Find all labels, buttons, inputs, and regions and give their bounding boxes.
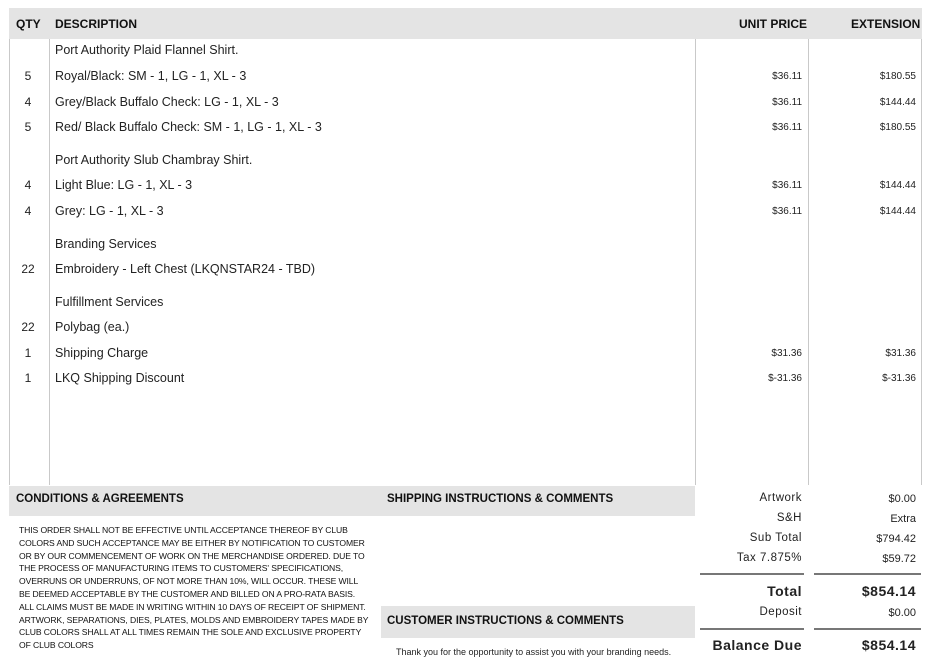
tax-label: Tax 7.875% bbox=[736, 552, 802, 564]
group-label: Fulfillment Services bbox=[55, 295, 164, 309]
qty-cell: 5 bbox=[24, 120, 32, 134]
description-cell: Polybag (ea.) bbox=[55, 320, 130, 334]
extension-cell: $180.55 bbox=[879, 122, 916, 133]
total-divider bbox=[814, 573, 921, 575]
balance-divider bbox=[700, 628, 804, 630]
table-row bbox=[0, 178, 929, 200]
qty-cell: 22 bbox=[21, 262, 35, 276]
extension-cell: $-31.36 bbox=[882, 373, 916, 384]
description-header: DESCRIPTION bbox=[55, 17, 138, 31]
extension-cell: $31.36 bbox=[885, 348, 916, 359]
tax-value: $59.72 bbox=[882, 553, 916, 565]
qty-cell: 5 bbox=[24, 69, 32, 83]
artwork-label: Artwork bbox=[759, 492, 802, 504]
extension-cell: $144.44 bbox=[879, 180, 916, 191]
description-cell: Shipping Charge bbox=[55, 346, 149, 360]
group-label: Port Authority Plaid Flannel Shirt. bbox=[55, 43, 239, 57]
deposit-value: $0.00 bbox=[888, 607, 916, 619]
conditions-text: THIS ORDER SHALL NOT BE EFFECTIVE UNTIL ACCEPTANCE THEREOF BY CLUB COLORS AND SUCH ACCEPTANCE MAY BE EITHER BY NOTIFICATION TO CUSTOMER OR BY OUR COMMENCEMENT OF WORK ON THE MERCHANDISE ORDERED. DUE TO THE PROCESS OF MANUFACTURING ITEMS TO CUSTOMERS' SPECIFICATIONS, OVERRUNS OR UNDERRUNS, OF NOT MORE THAN 10%, WILL OCCUR. THESE WILL BE DEEMED ACCEPTABLE BY THE CUSTOMER AND BILLED ON A PRO-RATA BASIS. ALL CLAIMS MUST BE MADE IN WRITING WITHIN 10 DAYS OF RECEIPT OF SHIPMENT. ARTWORK, SEPARATIONS, DIES, PLATES, MOLDS AND EMBROIDERY TAPES MADE BY CLUB COLORS SHALL AT ALL TIMES REMAIN THE SOLE AND EXCLUSIVE PROPERTY OF CLUB COLORS bbox=[19, 525, 369, 651]
unit-price-header: UNIT PRICE bbox=[739, 17, 808, 31]
table-row bbox=[0, 120, 929, 142]
artwork-value: $0.00 bbox=[888, 493, 916, 505]
balance-due-label: Balance Due bbox=[712, 637, 802, 653]
total-value: $854.14 bbox=[861, 583, 916, 599]
customer-title: CUSTOMER INSTRUCTIONS & COMMENTS bbox=[387, 615, 624, 627]
table-row bbox=[0, 43, 929, 65]
conditions-title: CONDITIONS & AGREEMENTS bbox=[16, 493, 184, 505]
table-row bbox=[0, 204, 929, 226]
unit-price-cell: $36.11 bbox=[772, 122, 802, 133]
extension-cell: $144.44 bbox=[879, 97, 916, 108]
qty-cell: 1 bbox=[24, 346, 32, 360]
unit-price-cell: $36.11 bbox=[772, 206, 802, 217]
unit-price-cell: $36.11 bbox=[772, 180, 802, 191]
customer-text: Thank you for the opportunity to assist you with your branding needs. bbox=[396, 647, 672, 657]
description-cell: LKQ Shipping Discount bbox=[55, 371, 185, 385]
unit-price-cell: $36.11 bbox=[772, 97, 802, 108]
description-cell: Embroidery - Left Chest (LKQNSTAR24 - TBD) bbox=[55, 262, 316, 276]
total-divider bbox=[700, 573, 804, 575]
balance-due-value: $854.14 bbox=[861, 637, 916, 653]
group-label: Branding Services bbox=[55, 237, 157, 251]
description-cell: Light Blue: LG - 1, XL - 3 bbox=[55, 178, 193, 192]
table-row bbox=[0, 262, 929, 284]
description-cell: Royal/Black: SM - 1, LG - 1, XL - 3 bbox=[55, 69, 247, 83]
extension-cell: $180.55 bbox=[879, 71, 916, 82]
qty-cell: 4 bbox=[24, 178, 32, 192]
extension-cell: $144.44 bbox=[879, 206, 916, 217]
table-row bbox=[0, 371, 929, 393]
table-row bbox=[0, 346, 929, 368]
balance-divider bbox=[814, 628, 921, 630]
table-row bbox=[0, 69, 929, 91]
table-row bbox=[0, 295, 929, 317]
extension-header: EXTENSION bbox=[851, 17, 921, 31]
subtotal-label: Sub Total bbox=[749, 532, 802, 544]
total-label: Total bbox=[767, 583, 802, 599]
sh-value: Extra bbox=[890, 513, 916, 525]
sh-label: S&H bbox=[776, 512, 802, 524]
table-row bbox=[0, 95, 929, 117]
group-label: Port Authority Slub Chambray Shirt. bbox=[55, 153, 253, 167]
description-cell: Red/ Black Buffalo Check: SM - 1, LG - 1, XL - 3 bbox=[55, 120, 322, 134]
description-cell: Grey: LG - 1, XL - 3 bbox=[55, 204, 164, 218]
qty-header: QTY bbox=[16, 17, 41, 31]
shipping-title: SHIPPING INSTRUCTIONS & COMMENTS bbox=[387, 493, 614, 505]
table-row bbox=[0, 320, 929, 342]
qty-cell: 1 bbox=[24, 371, 32, 385]
qty-cell: 4 bbox=[24, 95, 32, 109]
unit-price-cell: $36.11 bbox=[772, 71, 802, 82]
table-row bbox=[0, 237, 929, 259]
table-row bbox=[0, 153, 929, 175]
qty-cell: 22 bbox=[21, 320, 35, 334]
unit-price-cell: $-31.36 bbox=[768, 373, 802, 384]
subtotal-value: $794.42 bbox=[876, 533, 916, 545]
description-cell: Grey/Black Buffalo Check: LG - 1, XL - 3 bbox=[55, 95, 279, 109]
qty-cell: 4 bbox=[24, 204, 32, 218]
deposit-label: Deposit bbox=[759, 606, 802, 618]
unit-price-cell: $31.36 bbox=[771, 348, 802, 359]
